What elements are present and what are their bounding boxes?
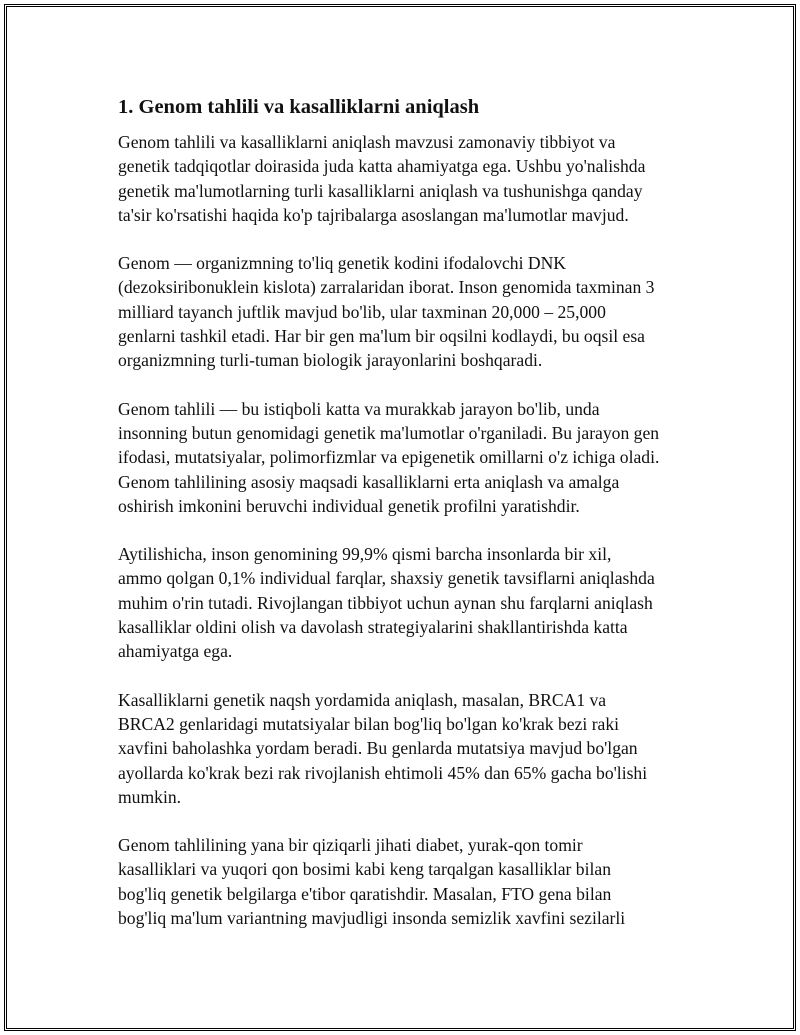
text-line: kasalliklar oldini olish va davolash strategiyalarini shakllantirishda katta <box>118 617 628 638</box>
paragraph-genome-analysis <box>118 397 698 518</box>
text-line: xavfini baholashka yordam beradi. Bu genlarda mutatsiya mavjud bo'lgan <box>118 738 638 759</box>
text-line: organizmning turli-tuman biologik jarayonlarini boshqaradi. <box>118 350 543 371</box>
text-line: genetik ma'lumotlarning turli kasalliklarni aniqlash va tushunishga qanday <box>118 180 643 201</box>
text-line: ahamiyatga ega. <box>118 641 233 662</box>
text-line: Genom tahlilining asosiy maqsadi kasalliklarni erta aniqlash va amalga <box>118 471 620 492</box>
text-line: Genom tahlili — bu istiqboli katta va murakkab jarayon bo'lib, unda <box>118 398 600 419</box>
text-line: ifodasi, mutatsiyalar, polimorfizmlar va epigenetik omillarni o'z ichiga oladi. <box>118 447 660 468</box>
text-line: genetik tadqiqotlar doirasida juda katta ahamiyatga ega. Ushbu yo'nalishda <box>118 156 646 177</box>
paragraph-common-diseases <box>118 833 698 930</box>
text-line: milliard tayanch juftlik mavjud bo'lib, ular taxminan 20,000 – 25,000 <box>118 301 606 322</box>
paragraph-genome-definition <box>118 251 698 372</box>
text-line: oshirish imkonini beruvchi individual genetik profilni yaratishdir. <box>118 495 580 516</box>
text-line: (dezoksiribonuklein kislota) zarralaridan iborat. Inson genomida taxminan 3 <box>118 277 655 298</box>
text-line: ayollarda ko'krak bezi rak rivojlanish ehtimoli 45% dan 65% gacha bo'lishi <box>118 762 648 783</box>
text-line: BRCA2 genlaridagi mutatsiyalar bilan bog'liq bo'lgan ko'krak bezi raki <box>118 713 620 734</box>
document-body <box>118 94 698 954</box>
text-line: Genom tahlili va kasalliklarni aniqlash mavzusi zamonaviy tibbiyot va <box>118 132 616 152</box>
text-line: ta'sir ko'rsatishi haqida ko'p tajribalarga asoslangan ma'lumotlar mavjud. <box>118 204 629 225</box>
paragraph-intro <box>118 130 698 227</box>
section-heading: 1. Genom tahlili va kasalliklarni aniqlash <box>118 96 480 118</box>
text-line: kasalliklari va yuqori qon bosimi kabi keng tarqalgan kasalliklar bilan <box>118 859 611 880</box>
text-line: Genom — organizmning to'liq genetik kodini ifodalovchi DNK <box>118 253 566 274</box>
paragraph-brca-genes <box>118 688 698 809</box>
text-line: muhim o'rin tutadi. Rivojlangan tibbiyot uchun aynan shu farqlarni aniqlash <box>118 592 653 613</box>
text-line: Aytilishicha, inson genomining 99,9% qismi barcha insonlarda bir xil, <box>118 544 612 565</box>
paragraph-genetic-variation <box>118 542 698 663</box>
text-line: Genom tahlilining yana bir qiziqarli jihati diabet, yurak-qon tomir <box>118 835 583 856</box>
text-line: genlarni tashkil etadi. Har bir gen ma'lum bir oqsilni kodlaydi, bu oqsil esa <box>118 326 645 347</box>
text-line: ammo qolgan 0,1% individual farqlar, shaxsiy genetik tavsiflarni aniqlashda <box>118 568 655 589</box>
text-line: mumkin. <box>118 786 182 807</box>
text-line: insonning butun genomidagi genetik ma'lumotlar o'rganiladi. Bu jarayon gen <box>118 422 660 443</box>
text-line: Kasalliklarni genetik naqsh yordamida aniqlash, masalan, BRCA1 va <box>118 689 607 710</box>
text-line: bog'liq ma'lum variantning mavjudligi insonda semizlik xavfini sezilarli <box>118 908 626 929</box>
text-line: bog'liq genetik belgilarga e'tibor qaratishdir. Masalan, FTO gena bilan <box>118 883 612 904</box>
